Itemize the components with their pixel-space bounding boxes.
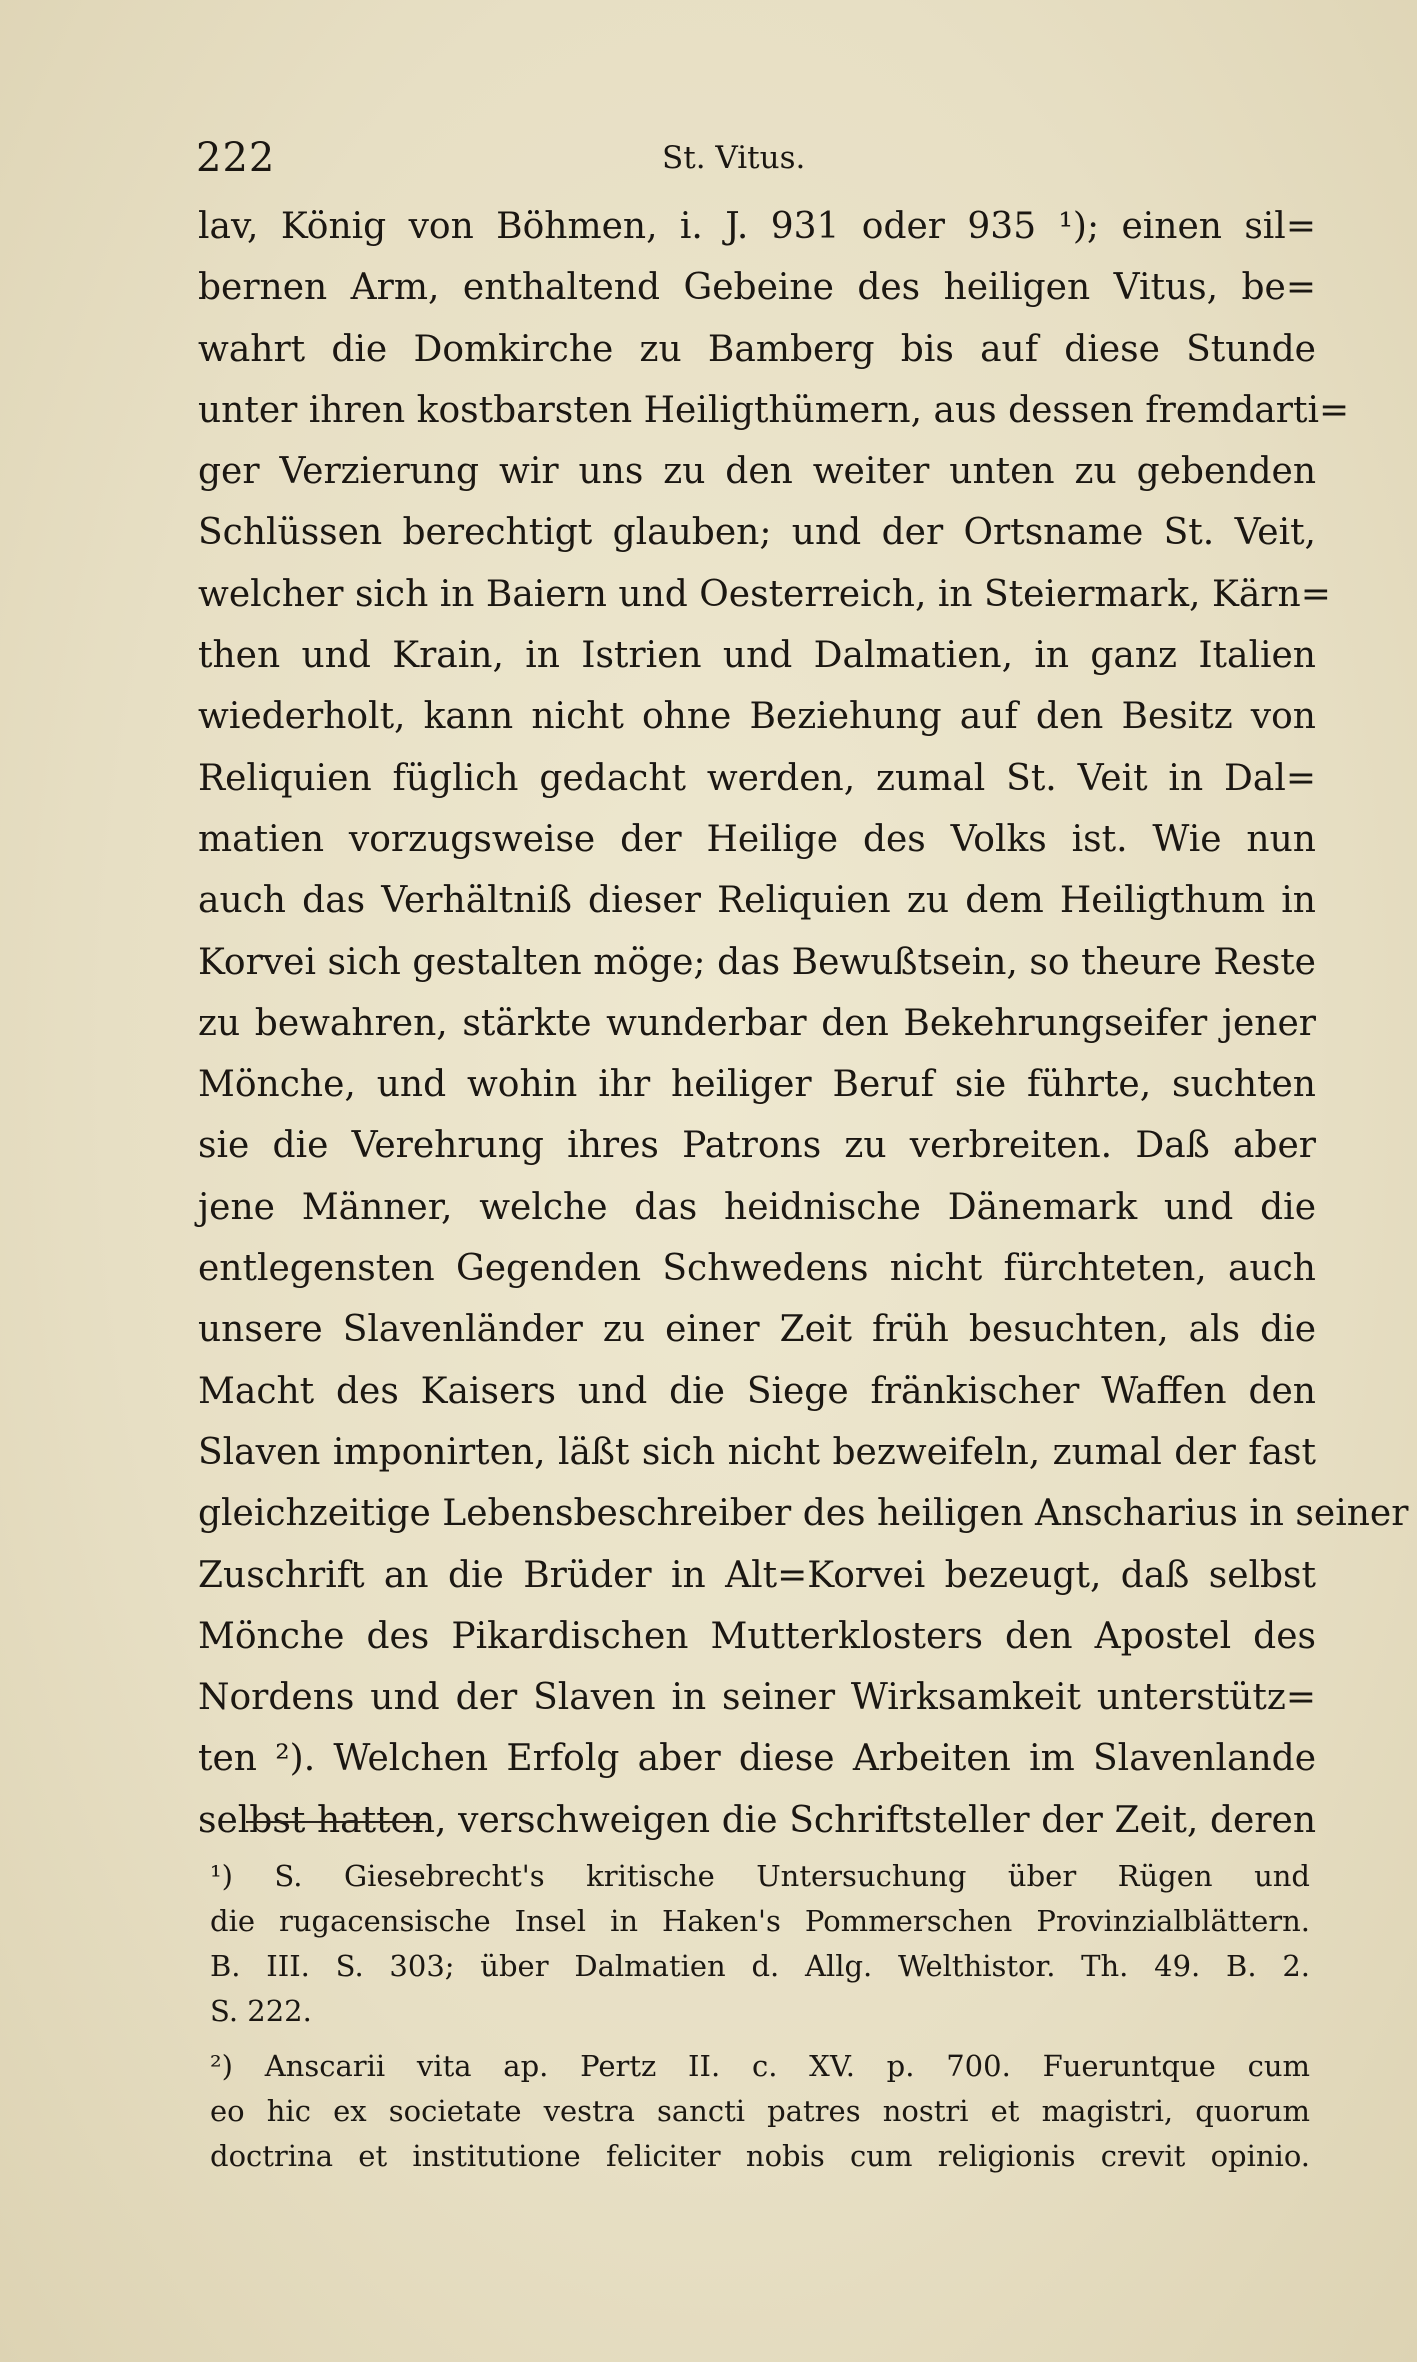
text-line: sie die Verehrung ihres Patrons zu verbreiten. Daß aber: [198, 1125, 1316, 1167]
page-number: 222: [196, 135, 276, 181]
text-line: Reliquien füglich gedacht werden, zumal St. Veit in Dal=: [198, 757, 1316, 799]
text-line: auch das Verhältniß dieser Reliquien zu dem Heiligthum in: [198, 880, 1316, 922]
text-line: ger Verzierung wir uns zu den weiter unten zu gebenden: [198, 451, 1316, 493]
text-line: Nordens und der Slaven in seiner Wirksamkeit unterstütz=: [198, 1677, 1316, 1719]
page-header: [196, 128, 1316, 188]
text-line: lav, König von Böhmen, i. J. 931 oder 935 ¹); einen sil=: [198, 206, 1316, 247]
footnote-line: ²) Anscarii vita ap. Pertz II. c. XV. p. 700. Fueruntque cum: [210, 2049, 1310, 2083]
footnote-line: doctrina et institutione feliciter nobis cum religionis crevit opinio.: [210, 2139, 1310, 2173]
running-title: St. Vitus.: [662, 140, 806, 176]
footnote-line: S. 222.: [210, 1994, 312, 2028]
text-line: entlegensten Gegenden Schwedens nicht fürchteten, auch: [198, 1248, 1316, 1290]
footnote-2: [210, 2044, 1310, 2179]
footnote-line: eo hic ex societate vestra sancti patres nostri et magistri, quorum: [210, 2094, 1310, 2128]
text-line: Schlüssen berechtigt glauben; und der Ortsname St. Veit,: [198, 512, 1316, 554]
text-line: Macht des Kaisers und die Siege fränkischer Waffen den: [198, 1370, 1316, 1412]
text-line: Slaven imponirten, läßt sich nicht bezweifeln, zumal der fast: [198, 1431, 1316, 1473]
text-line: bernen Arm, enthaltend Gebeine des heiligen Vitus, be=: [198, 267, 1316, 309]
text-line: gleichzeitige Lebensbeschreiber des heiligen Anscharius in seiner: [198, 1493, 1409, 1535]
text-line: ten ²). Welchen Erfolg aber diese Arbeiten im Slavenlande: [198, 1738, 1316, 1780]
footnotes: [210, 1854, 1310, 2179]
text-line: matien vorzugsweise der Heilige des Volks ist. Wie nun: [198, 818, 1316, 860]
text-line: unsere Slavenländer zu einer Zeit früh besuchten, als die: [198, 1309, 1316, 1351]
text-line: Mönche des Pikardischen Mutterklosters den Apostel des: [198, 1615, 1316, 1657]
text-line: Korvei sich gestalten möge; das Bewußtsein, so theure Reste: [198, 941, 1316, 983]
footnote-1: [210, 1854, 1310, 2034]
text-line: Zuschrift an die Brüder in Alt=Korvei bezeugt, daß selbst: [198, 1554, 1316, 1596]
text-line: zu bewahren, stärkte wunderbar den Bekehrungseifer jener: [198, 1002, 1316, 1044]
footnote-line: B. III. S. 303; über Dalmatien d. Allg. Welthistor. Th. 49. B. 2.: [210, 1949, 1310, 1983]
text-line: welcher sich in Baiern und Oesterreich, in Steiermark, Kärn=: [198, 573, 1331, 615]
text-line: wahrt die Domkirche zu Bamberg bis auf diese Stunde: [198, 328, 1316, 370]
text-line: then und Krain, in Istrien und Dalmatien, in ganz Italien: [198, 635, 1316, 677]
footnote-line: die rugacensische Insel in Haken's Pommerschen Provinzialblättern.: [210, 1904, 1310, 1938]
footnote-line: ¹) S. Giesebrecht's kritische Untersuchung über Rügen und: [210, 1859, 1310, 1893]
text-line: Mönche, und wohin ihr heiliger Beruf sie führte, suchten: [198, 1064, 1316, 1106]
text-line: jene Männer, welche das heidnische Dänemark und die: [198, 1186, 1316, 1228]
footnote-divider: [246, 1821, 426, 1823]
main-text: [198, 196, 1409, 1851]
text-line: wiederholt, kann nicht ohne Beziehung auf den Besitz von: [198, 696, 1316, 738]
text-line: unter ihren kostbarsten Heiligthümern, aus dessen fremdarti=: [198, 389, 1350, 431]
text-line: selbst hatten, verschweigen die Schriftsteller der Zeit, deren: [198, 1799, 1316, 1841]
